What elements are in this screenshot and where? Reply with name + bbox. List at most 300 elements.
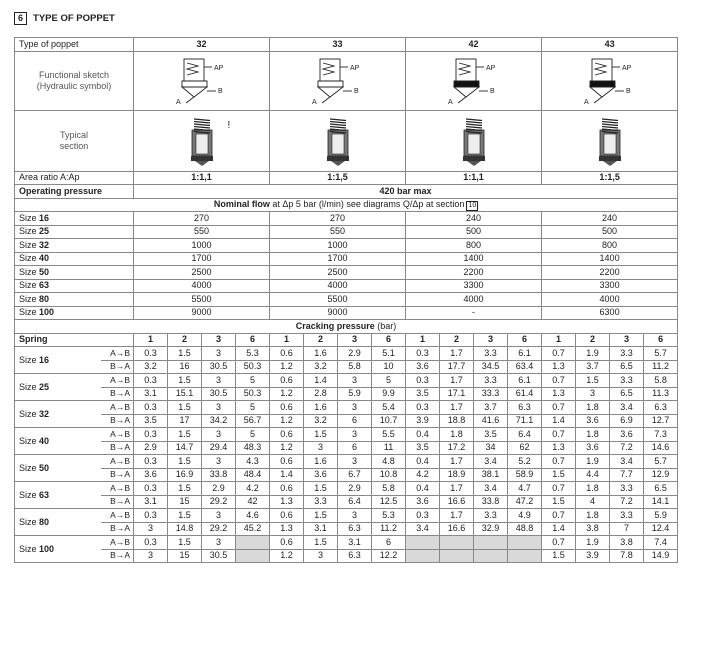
cracking-value-text: 6.3 [518, 401, 531, 412]
size-number: 50 [39, 266, 50, 277]
spring-number-text: 6 [250, 334, 256, 345]
cracking-value-text: 0.6 [280, 455, 293, 466]
cracking-value-text: 7.7 [620, 469, 633, 480]
cracking-value [304, 536, 338, 550]
cracking-size-label [15, 374, 101, 401]
cracking-value-text: 47.2 [515, 496, 534, 507]
cracking-value [168, 549, 202, 563]
area-ratio-text: 1:1,5 [599, 172, 620, 183]
cracking-value-text: 5.2 [518, 455, 531, 466]
cracking-value-text: 3.4 [484, 455, 497, 466]
cracking-value [474, 387, 508, 401]
size-prefix: Size [19, 381, 40, 392]
cracking-value [440, 455, 474, 469]
size-prefix: Size [19, 408, 40, 419]
cracking-value-text: 5.8 [348, 361, 361, 372]
cracking-value [202, 468, 236, 482]
cracking-row-ab [15, 428, 678, 442]
poppet-type-value: 33 [332, 38, 343, 49]
cracking-value [440, 495, 474, 509]
flow-value [406, 266, 542, 280]
spring-number [202, 333, 236, 347]
cracking-value-text: 17.7 [447, 361, 466, 372]
cracking-value [406, 414, 440, 428]
cracking-size-label [15, 482, 101, 509]
spring-number [168, 333, 202, 347]
cracking-value-text: 10.8 [379, 469, 398, 480]
area-ratio-value [134, 171, 270, 185]
cracking-value [338, 360, 372, 374]
size-prefix: Size [19, 212, 40, 223]
cracking-value [508, 428, 542, 442]
cracking-value-text: 9.9 [382, 388, 395, 399]
cracking-value [338, 347, 372, 361]
cracking-value [508, 536, 542, 550]
cracking-value-text: 50.3 [243, 361, 262, 372]
section-label-line2: section [59, 140, 89, 151]
cracking-value-text: 1.5 [178, 401, 191, 412]
cracking-value [508, 468, 542, 482]
spring-number [338, 333, 372, 347]
cracking-value [576, 468, 610, 482]
cracking-value-text: 34.5 [481, 361, 500, 372]
cracking-value [304, 549, 338, 563]
spring-number-text: 3 [488, 334, 494, 345]
flow-direction [101, 495, 134, 509]
cracking-value-text: 10 [383, 361, 394, 372]
cracking-value-text: 30.5 [209, 550, 228, 561]
cracking-value-text: 5.3 [382, 509, 395, 520]
cracking-value [338, 468, 372, 482]
cracking-value [440, 401, 474, 415]
cracking-value-text: 14.7 [175, 442, 194, 453]
cracking-value-text: 0.3 [144, 482, 157, 493]
cracking-value-text: 1.5 [314, 509, 327, 520]
cracking-value [644, 347, 678, 361]
cracking-value [270, 549, 304, 563]
cracking-value [236, 455, 270, 469]
direction-text: A→B [110, 482, 131, 493]
cracking-value-text: 3.3 [484, 374, 497, 385]
cracking-value-text: 0.7 [552, 428, 565, 439]
flow-size-label [15, 252, 134, 266]
cracking-value-text: 5.9 [348, 388, 361, 399]
poppet-type-33 [270, 38, 406, 52]
cracking-value [542, 347, 576, 361]
cracking-value-text: 14.6 [651, 442, 670, 453]
cracking-value-text: 6.1 [518, 347, 531, 358]
section-figure [596, 116, 624, 166]
cracking-value-text: 29.2 [209, 523, 228, 534]
spring-number-text: 2 [318, 334, 324, 345]
direction-text: B→A [110, 550, 131, 561]
spring-number-text: 1 [420, 334, 426, 345]
cracking-value [134, 509, 168, 523]
cracking-value [610, 347, 644, 361]
cracking-value-text: 62 [519, 442, 530, 453]
cracking-value-text: 6.3 [348, 523, 361, 534]
cracking-value-text: 3.6 [416, 496, 429, 507]
cracking-value [576, 414, 610, 428]
spring-label-text: Spring [19, 334, 48, 345]
cracking-value [542, 387, 576, 401]
cracking-value [474, 495, 508, 509]
cracking-value-text: 63.4 [515, 361, 534, 372]
cracking-value-text: 1.5 [178, 482, 191, 493]
cracking-value-text: 6 [352, 442, 358, 453]
cracking-value [270, 509, 304, 523]
cracking-value-text: 1.5 [552, 496, 565, 507]
flow-value-text: 9000 [191, 307, 212, 318]
cracking-row-ba [15, 495, 678, 509]
cracking-value-text: 3.3 [314, 496, 327, 507]
cracking-value [236, 441, 270, 455]
flow-value [542, 252, 678, 266]
area-ratio-value [542, 171, 678, 185]
flow-value-text: 1700 [191, 253, 212, 264]
cracking-size-label [15, 428, 101, 455]
cracking-value-text: 0.7 [552, 509, 565, 520]
direction-text: B→A [110, 415, 131, 426]
cracking-value-text: 1.5 [178, 428, 191, 439]
size-prefix: Size [19, 543, 40, 554]
cracking-value-text: 0.3 [144, 428, 157, 439]
sketch-43 [542, 51, 678, 110]
symbol-port-label: AP [213, 64, 223, 72]
cracking-value-text: 2.9 [144, 442, 157, 453]
cracking-value [644, 441, 678, 455]
cracking-value [168, 495, 202, 509]
flow-value-text: 2500 [191, 266, 212, 277]
cracking-value [440, 347, 474, 361]
spring-number-text: 6 [522, 334, 528, 345]
cracking-value [304, 482, 338, 496]
cracking-value [372, 482, 406, 496]
cracking-value [134, 482, 168, 496]
cracking-value [202, 414, 236, 428]
spring-number-text: 2 [182, 334, 188, 345]
cracking-value-text: 0.6 [280, 347, 293, 358]
cracking-value [202, 455, 236, 469]
cracking-value-text: 33.8 [209, 469, 228, 480]
cracking-value-text: 11.2 [380, 523, 397, 534]
cracking-value [508, 522, 542, 536]
spring-number-text: 1 [148, 334, 154, 345]
cracking-value [576, 428, 610, 442]
cracking-value [270, 374, 304, 388]
cracking-value [338, 495, 372, 509]
cracking-value-text: 0.3 [144, 455, 157, 466]
flow-value [406, 239, 542, 253]
cracking-value-text: 3.5 [416, 388, 429, 399]
operating-pressure-label [15, 185, 134, 199]
size-number: 63 [39, 489, 50, 500]
cracking-value [338, 455, 372, 469]
cracking-value-text: 1.7 [450, 401, 463, 412]
cracking-value-text: 15.1 [175, 388, 194, 399]
cracking-value [610, 441, 644, 455]
flow-value [542, 279, 678, 293]
flow-value [542, 239, 678, 253]
cracking-value-text: 3 [318, 550, 324, 561]
cracking-value [372, 347, 406, 361]
cracking-value-text: 1.5 [314, 536, 327, 547]
poppet-section-icon [460, 116, 488, 166]
area-ratio-label [15, 171, 134, 185]
cracking-value-text: 1.7 [450, 374, 463, 385]
cracking-value [168, 428, 202, 442]
cracking-value [644, 549, 678, 563]
cracking-value-text: 3.2 [144, 361, 157, 372]
sketch-label-line1: Functional sketch [38, 69, 110, 80]
cracking-value [372, 360, 406, 374]
flow-value [406, 306, 542, 320]
cracking-value [270, 468, 304, 482]
flow-value-text: 1400 [599, 253, 620, 264]
cracking-value-text: 18.8 [447, 415, 466, 426]
flow-value-text: 9000 [327, 307, 348, 318]
spring-number-text: 3 [624, 334, 630, 345]
cracking-value [134, 549, 168, 563]
spring-label [15, 333, 134, 347]
cracking-value-text: 3.3 [484, 509, 497, 520]
cracking-row-ba [15, 387, 678, 401]
cracking-value [406, 482, 440, 496]
cracking-value [372, 414, 406, 428]
cracking-value [270, 401, 304, 415]
type-row [15, 38, 678, 52]
size-prefix: Size [19, 280, 40, 291]
cracking-value-text: 5 [250, 428, 256, 439]
cracking-value-text: 0.6 [280, 536, 293, 547]
section-row [15, 110, 678, 171]
cracking-value-text: 3.2 [314, 415, 327, 426]
cracking-value [134, 414, 168, 428]
poppet-type-value: 43 [604, 38, 615, 49]
cracking-value-text: 1.5 [178, 455, 191, 466]
size-number: 50 [39, 462, 50, 473]
cracking-value [542, 414, 576, 428]
flow-row [15, 239, 678, 253]
sketch-42 [406, 51, 542, 110]
section-label [15, 110, 134, 171]
cracking-value-text: 3.3 [620, 482, 633, 493]
flow-value [406, 225, 542, 239]
symbol-port-label: B [217, 87, 223, 95]
cracking-value-text: 1.8 [450, 428, 463, 439]
cracking-value-text: 0.7 [552, 536, 565, 547]
cracking-value [236, 360, 270, 374]
cracking-value [304, 360, 338, 374]
direction-text: B→A [110, 442, 131, 453]
cracking-value-text: 2.8 [314, 388, 327, 399]
cracking-value [610, 401, 644, 415]
cracking-value-text: 0.4 [416, 455, 429, 466]
size-prefix: Size [19, 489, 40, 500]
cracking-value [338, 482, 372, 496]
cracking-value [644, 509, 678, 523]
cracking-value [168, 387, 202, 401]
symbol-port-label: B [625, 87, 631, 95]
cracking-value [406, 401, 440, 415]
cracking-value-text: 1.9 [586, 347, 599, 358]
cracking-value-text: 3.7 [586, 361, 599, 372]
cracking-value [236, 468, 270, 482]
flow-row [15, 252, 678, 266]
cracking-value-text: 3 [318, 442, 324, 453]
flow-row [15, 266, 678, 280]
cracking-value [304, 414, 338, 428]
cracking-value-text: 17 [179, 415, 190, 426]
cracking-value-text: 0.3 [144, 374, 157, 385]
cracking-value [508, 414, 542, 428]
cracking-value-text: 1.3 [552, 388, 565, 399]
cracking-value [270, 522, 304, 536]
section-figure [324, 116, 352, 166]
cracking-value-text: 12.9 [651, 469, 670, 480]
cracking-value-text: 5.8 [382, 482, 395, 493]
cracking-value [440, 441, 474, 455]
flow-direction [101, 428, 134, 442]
cracking-title-bold: Cracking pressure [295, 320, 375, 331]
cracking-value [508, 495, 542, 509]
nominal-flow-title [15, 198, 678, 212]
spring-number [134, 333, 168, 347]
cracking-row-ab [15, 509, 678, 523]
spring-number-text: 1 [556, 334, 562, 345]
cracking-value [576, 401, 610, 415]
cracking-value-text: 1.7 [450, 509, 463, 520]
cracking-value [304, 387, 338, 401]
cracking-value-text: 16.9 [175, 469, 194, 480]
cracking-value-text: 3.3 [620, 374, 633, 385]
cracking-value [236, 509, 270, 523]
flow-direction [101, 509, 134, 523]
cracking-value-text: 34 [485, 442, 496, 453]
cracking-value-text: 1.5 [178, 374, 191, 385]
cracking-value-text: 30.5 [209, 361, 228, 372]
cracking-value-text: 6 [352, 415, 358, 426]
cracking-value [576, 360, 610, 374]
cracking-value-text: 4.6 [246, 509, 259, 520]
cracking-value-text: 17.1 [447, 388, 466, 399]
cracking-value-text: 1.2 [280, 388, 293, 399]
cracking-value [168, 414, 202, 428]
cracking-value [440, 536, 474, 550]
cracking-value [576, 374, 610, 388]
cracking-value [542, 360, 576, 374]
poppet-section-icon [596, 116, 624, 166]
size-number: 16 [39, 354, 50, 365]
cracking-value [236, 347, 270, 361]
flow-direction [101, 441, 134, 455]
cracking-row-ba [15, 468, 678, 482]
size-prefix: Size [19, 266, 40, 277]
cracking-value [202, 387, 236, 401]
cracking-value [372, 536, 406, 550]
cracking-value [270, 441, 304, 455]
cracking-value [508, 482, 542, 496]
cracking-value-text: 1.3 [280, 523, 293, 534]
cracking-value [542, 509, 576, 523]
cracking-value-text: 3 [352, 374, 358, 385]
cracking-value-text: 3.4 [620, 401, 633, 412]
cracking-value-text: 0.4 [416, 482, 429, 493]
cracking-value-text: 7.2 [620, 496, 633, 507]
cracking-value-text: 3 [216, 428, 222, 439]
flow-value [406, 279, 542, 293]
cracking-value-text: 1.5 [178, 347, 191, 358]
cracking-value [644, 401, 678, 415]
cracking-value-text: 1.4 [552, 523, 565, 534]
flow-direction [101, 549, 134, 563]
cracking-value-text: 4.3 [246, 455, 259, 466]
cracking-value [202, 360, 236, 374]
cracking-value [508, 374, 542, 388]
cracking-value [508, 360, 542, 374]
cracking-value [542, 428, 576, 442]
cracking-value [406, 455, 440, 469]
section-mark: ! [227, 119, 231, 131]
cracking-row-ab [15, 536, 678, 550]
section-43 [542, 110, 678, 171]
cracking-value-text: 3.2 [314, 361, 327, 372]
cracking-value [610, 374, 644, 388]
cracking-value [542, 468, 576, 482]
cracking-value [304, 347, 338, 361]
cracking-value [202, 441, 236, 455]
cracking-value [542, 455, 576, 469]
cracking-value [644, 522, 678, 536]
cracking-row-ab [15, 347, 678, 361]
cracking-value-text: 3 [352, 455, 358, 466]
cracking-value-text: 3 [352, 428, 358, 439]
cracking-value [576, 441, 610, 455]
cracking-value [338, 374, 372, 388]
cracking-value [168, 482, 202, 496]
poppet-type-value: 32 [196, 38, 207, 49]
cracking-value [270, 536, 304, 550]
cracking-value-text: 5.9 [654, 509, 667, 520]
cracking-value-text: 1.7 [450, 455, 463, 466]
cracking-value [610, 387, 644, 401]
cracking-value-text: 1.5 [178, 536, 191, 547]
cracking-value [576, 522, 610, 536]
cracking-value [474, 441, 508, 455]
cracking-value-text: 3 [216, 455, 222, 466]
cracking-value-text: 11.2 [652, 361, 669, 372]
flow-value-text: 550 [194, 226, 210, 237]
size-number: 40 [39, 253, 50, 264]
cracking-value [236, 495, 270, 509]
cracking-value-text: 1.2 [280, 550, 293, 561]
flow-value [134, 266, 270, 280]
flow-value-text: 500 [602, 226, 618, 237]
cracking-value-text: 0.7 [552, 401, 565, 412]
cracking-value [236, 374, 270, 388]
cracking-value-text: 5.4 [382, 401, 395, 412]
section-32 [134, 110, 270, 171]
flow-value-text: 1000 [327, 239, 348, 250]
cracking-value-text: 4.9 [518, 509, 531, 520]
direction-text: B→A [110, 523, 131, 534]
cracking-value [372, 468, 406, 482]
flow-value [270, 306, 406, 320]
cracking-value-text: 5.7 [654, 455, 667, 466]
cracking-value-text: 12.7 [651, 415, 670, 426]
cracking-value [406, 495, 440, 509]
cracking-value [644, 482, 678, 496]
